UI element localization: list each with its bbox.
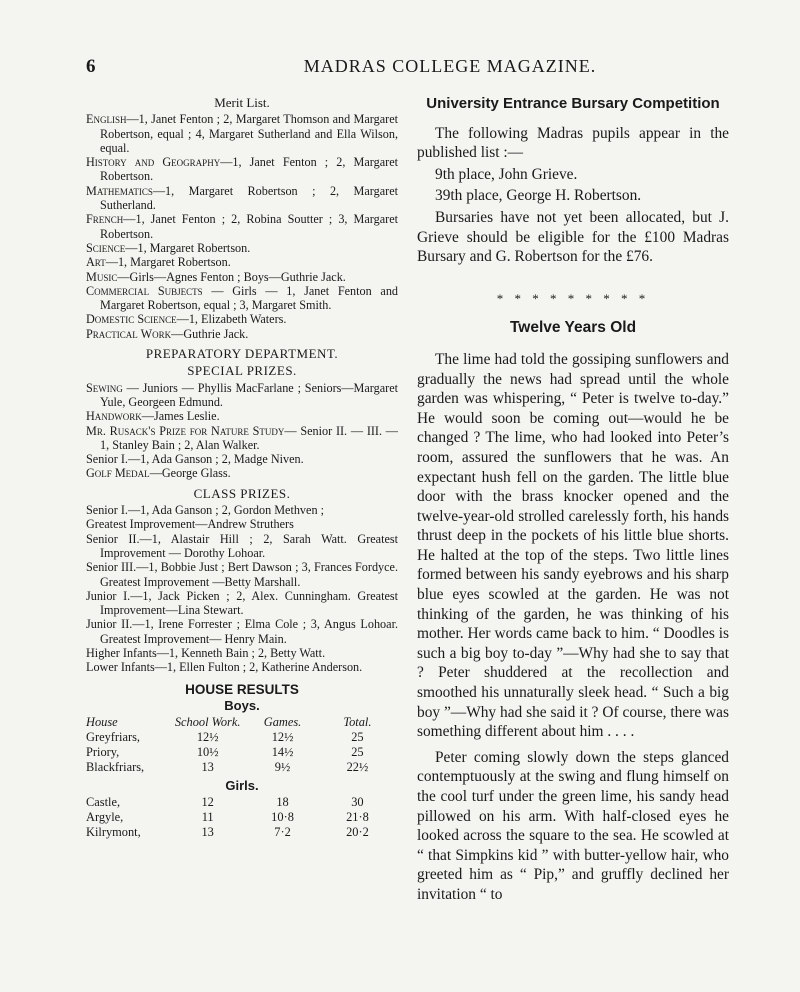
special-prizes-heading: SPECIAL PRIZES. — [187, 363, 297, 379]
results-row — [86, 810, 398, 825]
house-name: Priory, — [86, 745, 120, 760]
merit-subject: Practical Work — [86, 326, 172, 341]
class-prize-entry: Senior III.—1, Bobbie Just ; Bert Dawson ; 3, Frances Fordyce. Greatest Improvement —Betty Marshall. — [86, 560, 398, 589]
merit-entry — [86, 184, 398, 213]
merit-text: —Guthrie Jack. — [171, 326, 249, 341]
merit-subject: Music — [86, 269, 118, 284]
merit-text: —Girls—Agnes Fenton ; Boys—Guthrie Jack. — [117, 269, 346, 284]
house-name: Argyle, — [86, 810, 124, 825]
special-prize-text: — Juniors — Phyllis MacFarlane ; Seniors—Margaret Yule, Georgeen Edmund. — [100, 380, 398, 409]
results-header: School Work. — [174, 715, 241, 730]
merit-entry — [86, 284, 398, 313]
special-prize-entry — [86, 381, 398, 410]
bursary-places — [417, 165, 729, 206]
merit-entry — [86, 155, 398, 184]
merit-list-title: Merit List. — [214, 95, 270, 110]
merit-entry — [86, 270, 398, 284]
special-prize-subject: Handwork — [86, 409, 142, 424]
results-value: 10½ — [196, 745, 219, 760]
results-value: 14½ — [271, 745, 294, 760]
merit-text: —1, Margaret Robertson ; 2, Margaret Sutherland. — [100, 183, 398, 213]
special-prizes-list — [86, 381, 398, 481]
results-value: 30 — [351, 795, 364, 810]
house-name: Blackfriars, — [86, 760, 145, 775]
special-prize-entry — [86, 452, 398, 466]
results-value: 13 — [201, 825, 214, 840]
results-value: 12 — [201, 795, 214, 810]
results-value: 9½ — [274, 760, 291, 775]
results-value: 25 — [351, 745, 364, 760]
boys-results-table — [86, 715, 398, 775]
class-prize-entry: Greatest Improvement—Andrew Struthers — [86, 517, 294, 532]
special-prize-entry — [86, 409, 398, 423]
results-value: 20·2 — [346, 825, 369, 840]
merit-text: —1, Janet Fenton ; 2, Margaret Robertson. — [100, 155, 398, 184]
merit-subject: Commercial Subjects — [86, 283, 203, 298]
story-body — [417, 350, 729, 905]
class-prizes-list — [86, 503, 398, 675]
results-row — [86, 760, 398, 775]
special-prize-entry — [86, 424, 398, 453]
results-value: 12½ — [271, 730, 294, 745]
story-title: Twelve Years Old — [509, 319, 637, 337]
merit-entry — [86, 241, 398, 255]
bursary-place: 39th place, George H. Robertson. — [435, 187, 642, 205]
results-value: 7·2 — [274, 825, 291, 840]
class-prize-entry: Senior I.—1, Ada Ganson ; 2, Gordon Methven ; — [86, 503, 324, 518]
results-value: 10·8 — [271, 810, 294, 825]
merit-entry — [86, 255, 398, 269]
results-value: 12½ — [196, 730, 219, 745]
merit-entry — [86, 112, 398, 155]
house-name: Greyfriars, — [86, 730, 141, 745]
merit-subject: French — [86, 212, 124, 227]
merit-text: —1, Margaret Robertson. — [125, 240, 251, 255]
results-header: Total. — [343, 715, 372, 730]
girls-results-table — [86, 795, 398, 840]
merit-subject: Mathematics — [86, 183, 153, 198]
merit-subject: Art — [86, 255, 106, 270]
results-value: 21·8 — [346, 810, 369, 825]
merit-subject: History and Geography — [86, 155, 221, 170]
special-prize-subject: Golf Medal — [86, 466, 150, 481]
left-column — [86, 96, 398, 840]
bursary-place: 9th place, John Grieve. — [435, 165, 578, 183]
merit-text: —1, Janet Fenton ; 2, Margaret Thomson and Margaret Robertson, equal ; 4, Margaret Sutherland and Ella Wilson, equal. — [100, 112, 398, 155]
story-paragraph: Peter coming slowly down the steps glanced contemptuously at the swing and flung himself on the cool turf under the green lime, his sandy head pillowed on his arm. With half-closed eyes he looked across the square to the sea. He scowled at “ that Simpkins kid ” with butter-yellow hair, who greeted him as “ Pip,” and gruffly declined her invitation “ to — [417, 748, 729, 903]
merit-subject: Science — [86, 240, 126, 255]
merit-list — [86, 112, 398, 341]
results-header: House — [86, 715, 118, 730]
special-prize-text: —George Glass. — [149, 466, 231, 481]
merit-text: —1, Margaret Robertson. — [105, 255, 231, 270]
results-value: 11 — [201, 810, 214, 825]
class-prizes-heading: CLASS PRIZES. — [193, 485, 291, 501]
special-prize-text: Senior I.—1, Ada Ganson ; 2, Madge Niven. — [86, 452, 304, 467]
merit-entry — [86, 327, 398, 341]
special-prize-text: — Senior II. — III. — 1, Stanley Bain ; 2, Alan Walker. — [100, 423, 398, 452]
merit-entry — [86, 212, 398, 241]
section-separator: * * * * * * * * * — [496, 290, 650, 306]
merit-text: — Girls — 1, Janet Fenton and Margaret Robertson, equal ; 3, Margaret Smith. — [100, 283, 399, 313]
bursary-intro: The following Madras pupils appear in the published list :— — [417, 124, 729, 162]
special-prize-text: —James Leslie. — [141, 409, 220, 424]
merit-text: —1, Janet Fenton ; 2, Robina Soutter ; 3, Margaret Robertson. — [100, 212, 398, 241]
class-prize-entry: Senior II.—1, Alastair Hill ; 2, Sarah Watt. Greatest Improvement — Dorothy Lohoar. — [86, 531, 398, 560]
results-row — [86, 745, 398, 760]
results-row — [86, 825, 398, 840]
merit-subject: Domestic Science — [86, 312, 177, 327]
house-results-title: HOUSE RESULTS — [185, 681, 299, 697]
results-value: 25 — [351, 730, 364, 745]
merit-entry — [86, 312, 398, 326]
special-prize-subject: Mr. Rusack's Prize for Nature Study — [86, 423, 285, 438]
bursary-title: University Entrance Bursary Competition — [426, 95, 720, 112]
bursary-note: Bursaries have not yet been allocated, but J. Grieve should be eligible for the £100 Madras Bursary and G. Robertson for the £76. — [417, 208, 729, 266]
results-row — [86, 730, 398, 745]
merit-text: —1, Elizabeth Waters. — [176, 312, 287, 327]
page-number: 6 — [86, 56, 96, 77]
results-value: 13 — [201, 760, 214, 775]
special-prize-subject: Sewing — [86, 380, 123, 395]
merit-subject: English — [86, 112, 127, 127]
class-prize-entry: Junior II.—1, Irene Forrester ; Elma Cole ; 3, Angus Lohoar. Greatest Improvement— Henry Main. — [86, 617, 398, 646]
results-header: Games. — [263, 715, 302, 730]
girls-label: Girls. — [225, 778, 259, 794]
results-value: 18 — [276, 795, 289, 810]
results-value: 22½ — [346, 760, 369, 775]
running-title: MADRAS COLLEGE MAGAZINE. — [303, 56, 597, 76]
boys-label: Boys. — [224, 697, 260, 713]
class-prize-entry: Lower Infants—1, Ellen Fulton ; 2, Katherine Anderson. — [86, 660, 363, 675]
right-column — [417, 94, 729, 905]
story-paragraph: The lime had told the gossiping sunflowers and gradually the news had spread until the whole garden was whispering, “ Peter is twelve to-day.” He would soon be coming out—would he be changed ? The lime, who had looked into Peter’s room, assured the sunflowers that he was. An expectant hush fell on the garden. The little blue door with the brass knocker opened and the twelve-year-old strolled carelessly forth, his hands thrust deep in the pockets of his little blue shorts. He halted at the top of the steps. Two little lines formed between his sandy eyebrows and his sharp blue eyes scowled at the garden. He was not thinking of the garden, he was thinking of his mother. Her words came back to him. “ Doodles is such a big boy to-day ”—Why had she to say that ? Peter shuddered at the recollection and smoothed his unnaturally sleek head. “ Such a big boy ”—Why had she said it ? Of course, there was something different about him . . . . — [417, 350, 729, 741]
house-name: Castle, — [86, 795, 121, 810]
preparatory-heading: PREPARATORY DEPARTMENT. — [145, 346, 339, 362]
class-prize-entry: Higher Infants—1, Kenneth Bain ; 2, Betty Watt. — [86, 645, 326, 660]
house-name: Kilrymont, — [86, 825, 141, 840]
results-row — [86, 795, 398, 810]
class-prize-entry: Junior I.—1, Jack Picken ; 2, Alex. Cunningham. Greatest Improvement—Lina Stewart. — [86, 588, 398, 618]
special-prize-entry — [86, 466, 398, 480]
